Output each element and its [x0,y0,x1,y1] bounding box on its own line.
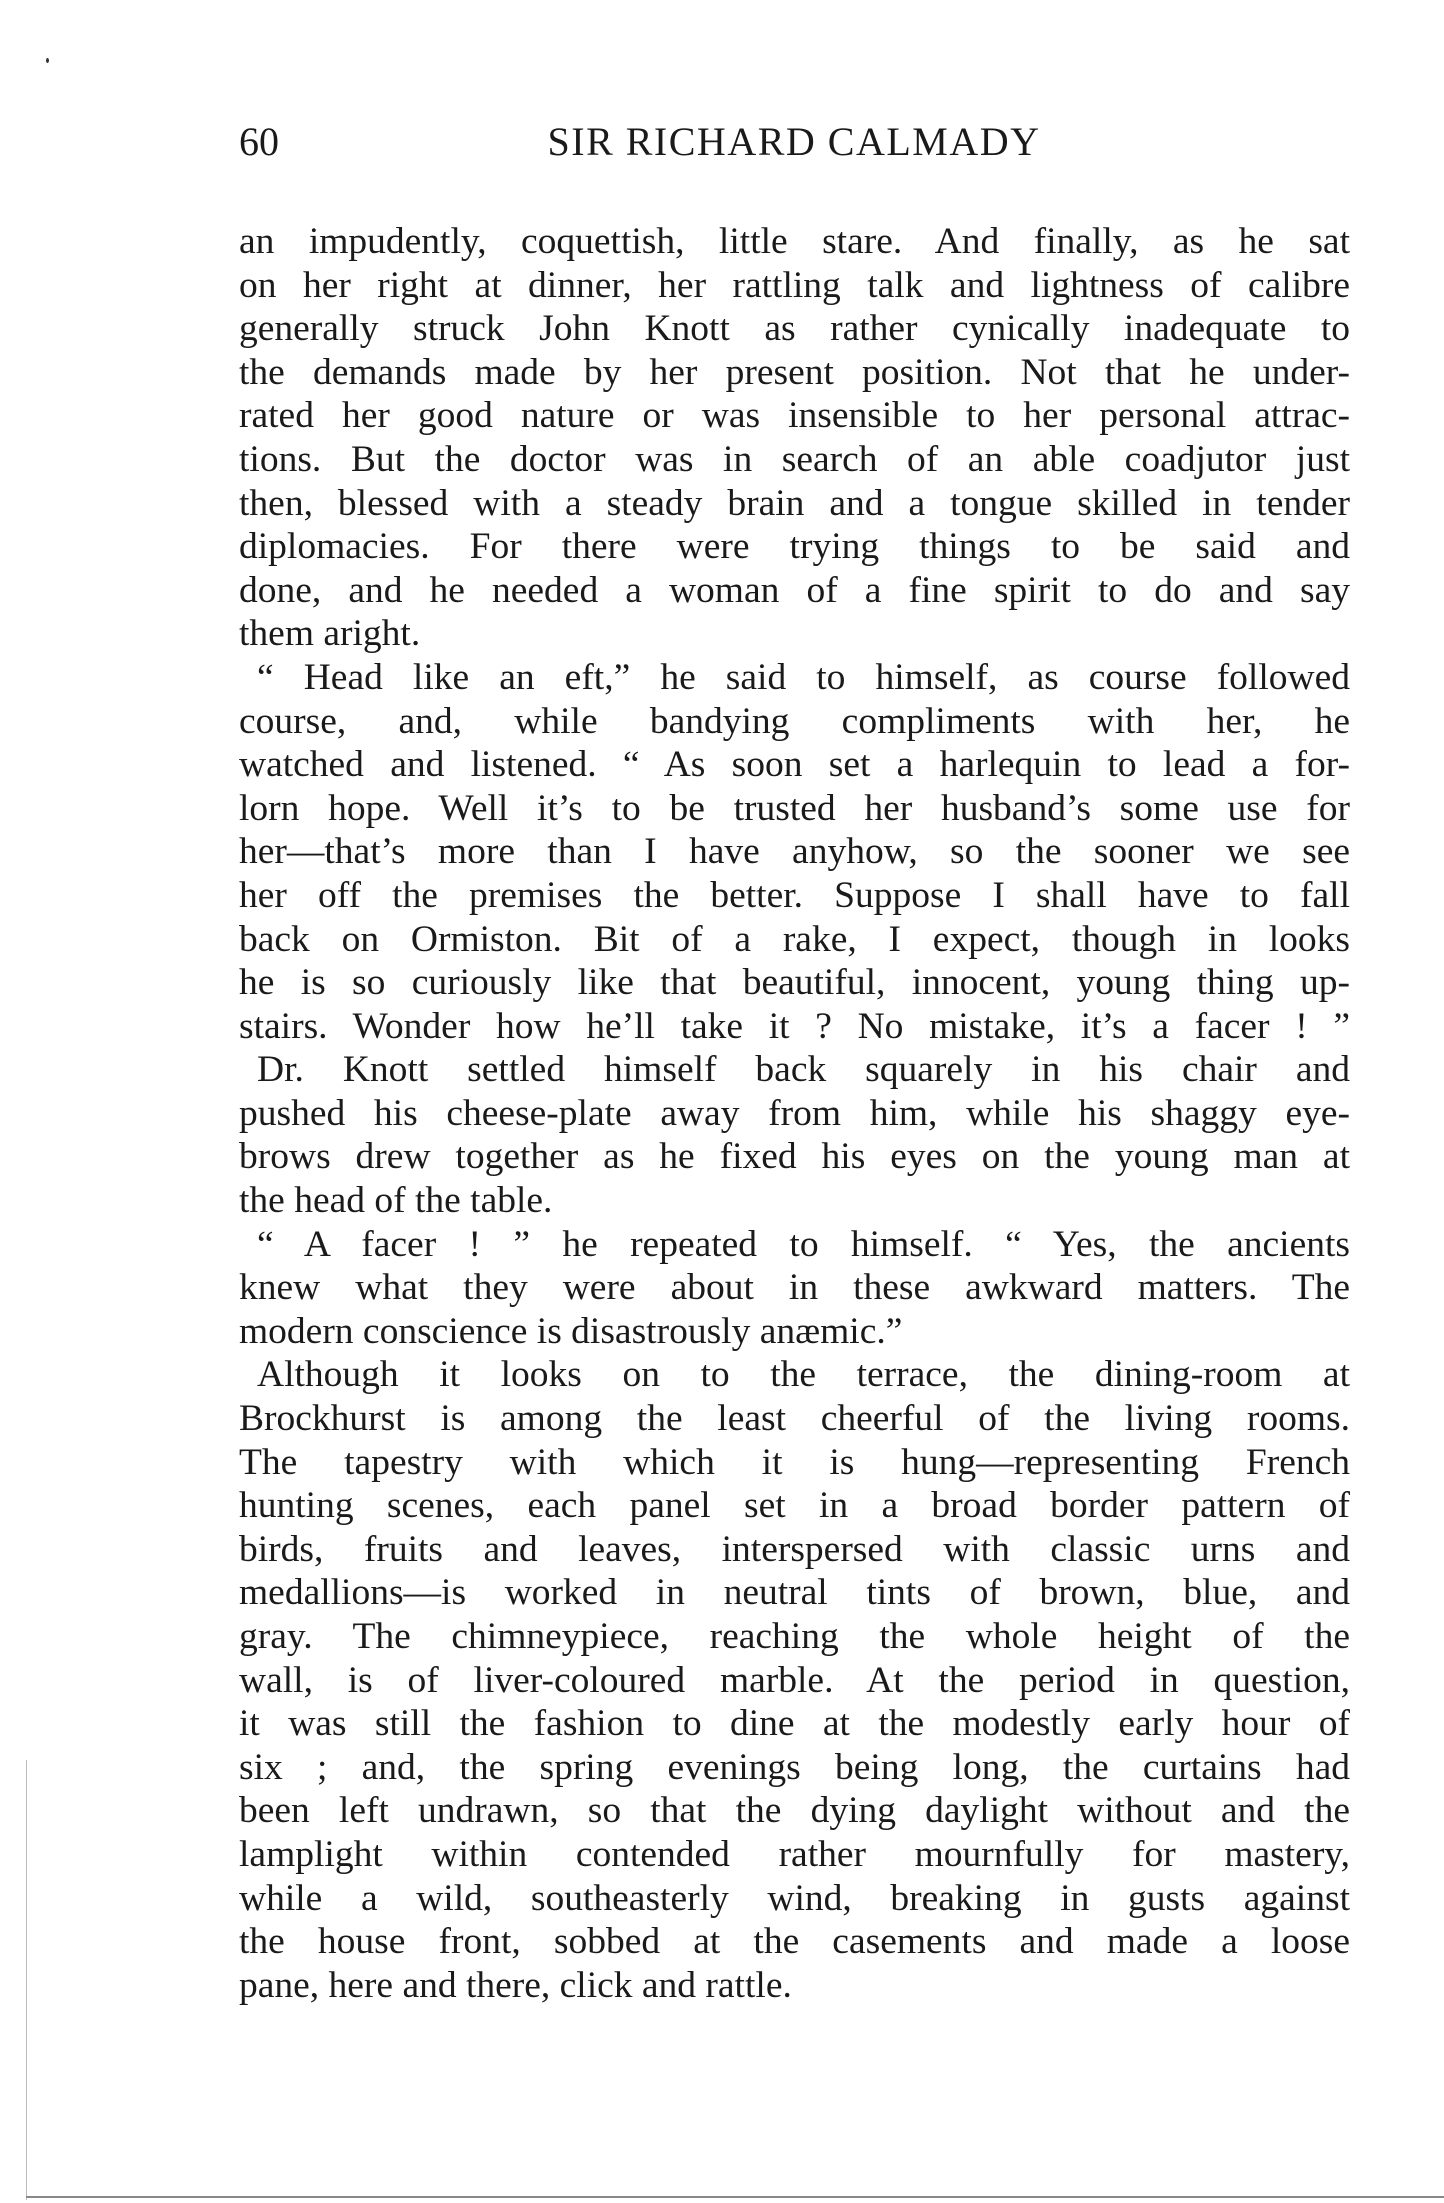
scan-speck [46,58,49,63]
text-line: while a wild, southeasterly wind, breaking in gusts against [239,1877,1350,1919]
text-line: the house front, sobbed at the casements and made a loose [239,1921,1350,1963]
text-line: diplomacies. For there were trying things to be said and [239,526,1350,568]
text-line: gray. The chimneypiece, reaching the whole height of the [239,1616,1350,1657]
text-line: brows drew together as he fixed his eyes on the young man at [239,1136,1350,1178]
text-line: done, and he needed a woman of a fine spirit to do and say [239,569,1350,611]
text-line: course, and, while bandying compliments with her, he [239,700,1350,742]
text-line: them aright. [239,613,421,655]
page-body [239,220,1350,2007]
text-line: generally struck John Knott as rather cynically inadequate to [239,308,1350,350]
text-line: lamplight within contended rather mournfully for mastery, [239,1833,1350,1875]
page-edge-bottom [26,2196,1444,2198]
running-title: SIR RICHARD CALMADY [547,119,1041,164]
text-line: been left undrawn, so that the dying daylight without and the [239,1790,1350,1832]
text-line: watched and listened. “ As soon set a harlequin to lead a for- [239,744,1350,786]
page-number: 60 [239,119,279,164]
text-line: Brockhurst is among the least cheerful of the living rooms. [239,1398,1350,1440]
text-line: the head of the table. [239,1180,553,1222]
text-line: her off the premises the better. Suppose I shall have to fall [239,874,1350,916]
text-line: tions. But the doctor was in search of an able coadjutor just [239,438,1350,480]
text-line: back on Ormiston. Bit of a rake, I expect, though in looks [239,918,1350,960]
text-line: The tapestry with which it is hung—representing French [239,1441,1350,1483]
text-line: modern conscience is disastrously anæmic.” [239,1310,903,1352]
text-line: “ A facer ! ” he repeated to himself. “ Yes, the ancients [257,1223,1350,1265]
text-line: stairs. Wonder how he’ll take it ? No mistake, it’s a facer ! ” [239,1005,1350,1047]
text-line: birds, fruits and leaves, interspersed with classic urns and [239,1528,1350,1570]
text-line: her—that’s more than I have anyhow, so the sooner we see [239,831,1350,873]
text-line: an impudently, coquettish, little stare. And finally, as he sat [239,221,1350,262]
text-line: medallions—is worked in neutral tints of brown, blue, and [239,1572,1350,1614]
text-line: pushed his cheese-plate away from him, while his shaggy eye- [239,1092,1350,1134]
page-edge-left [26,1760,27,2200]
text-line: knew what they were about in these awkward matters. The [239,1267,1350,1309]
text-line: rated her good nature or was insensible to her personal attrac- [239,395,1350,437]
text-line: Although it looks on to the terrace, the dining-room at [257,1354,1350,1396]
text-line: Dr. Knott settled himself back squarely in his chair and [257,1049,1350,1091]
text-line: then, blessed with a steady brain and a tongue skilled in tender [239,482,1350,524]
text-line: it was still the fashion to dine at the modestly early hour of [239,1703,1350,1745]
page-header [239,118,1349,168]
text-line: he is so curiously like that beautiful, innocent, young thing up- [239,962,1350,1004]
text-line: the demands made by her present position. Not that he under- [239,351,1350,393]
text-line: on her right at dinner, her rattling talk and lightness of calibre [239,264,1350,306]
text-line: pane, here and there, click and rattle. [239,1964,792,2006]
text-line: lorn hope. Well it’s to be trusted her husband’s some use for [239,787,1350,829]
text-line: hunting scenes, each panel set in a broad border pattern of [239,1485,1350,1527]
text-line: “ Head like an eft,” he said to himself, as course followed [257,656,1350,698]
text-line: six ; and, the spring evenings being long, the curtains had [239,1746,1350,1788]
text-line: wall, is of liver-coloured marble. At the period in question, [239,1659,1350,1701]
